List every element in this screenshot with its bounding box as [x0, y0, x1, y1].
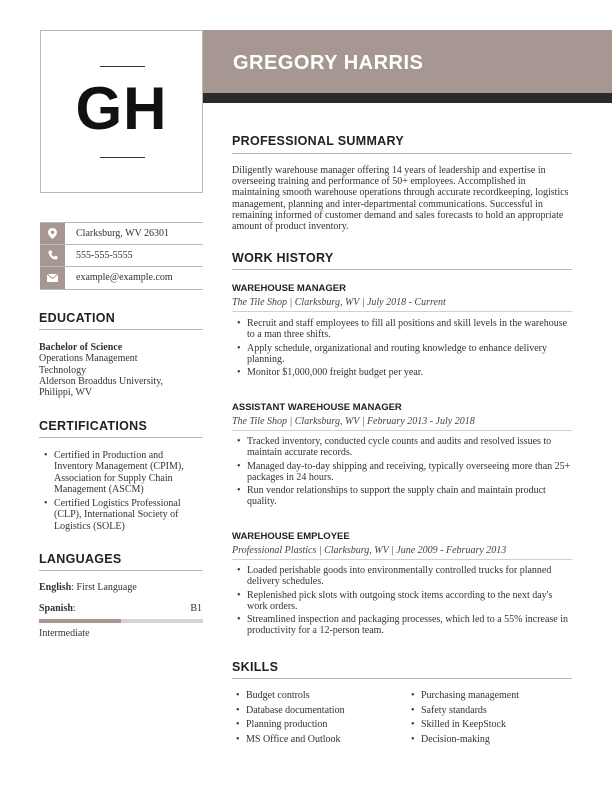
language-name: English [39, 582, 72, 593]
job-rule [232, 311, 572, 312]
contact-block [40, 222, 203, 290]
job-rule [232, 559, 572, 560]
spanish-proficiency-label: Intermediate [39, 628, 90, 639]
mail-icon [40, 267, 65, 289]
summary-text: Diligently warehouse manager offering 14 years of leadership and expertise in overseeing training and performance of 50+ employees. Accomplished in maintaining smooth warehouse operations through accurate recordkeeping, logistics management, planning and inter-departmental communications. Successful in remaining informed of customer demand and sales forecasts to hold an appropriate amount of product inventory. [232, 165, 569, 233]
job-bullet: • Apply schedule, organizational and routing knowledge to enhance delivery planning. [232, 343, 572, 366]
education-field-1: Operations Management [39, 353, 138, 365]
skills-heading: SKILLS [232, 660, 279, 674]
contact-location [40, 222, 203, 245]
education-school-2: Philippi, WV [39, 387, 93, 399]
job-bullet: • Streamlined inspection and packaging processes, which led to a 55% increase in productivity for a 12-person team. [232, 614, 572, 637]
contact-email-text[interactable]: example@example.com [76, 272, 173, 283]
job-bullet: • Run vendor relationships to support the supply chain and maintain product quality. [232, 485, 572, 508]
location-pin-icon [40, 223, 65, 244]
spanish-proficiency-bar [39, 619, 203, 623]
job-bullets [232, 565, 572, 639]
monogram-top-line [100, 66, 145, 67]
languages-rule [39, 570, 203, 571]
job-rule [232, 430, 572, 431]
job-title: WAREHOUSE EMPLOYEE [232, 531, 350, 542]
skill-item: • MS Office and Outlook [233, 733, 345, 748]
education-field-2: Technology [39, 364, 87, 376]
monogram-initials: GH [75, 75, 168, 142]
job-meta: The Tile Shop | Clarksburg, WV | February 2013 - July 2018 [232, 416, 475, 427]
name-banner [203, 30, 612, 93]
job-meta: The Tile Shop | Clarksburg, WV | July 2018 - Current [232, 297, 446, 308]
language-name: Spanish [39, 603, 73, 614]
job-meta: Professional Plastics | Clarksburg, WV | June 2009 - February 2013 [232, 545, 507, 556]
job-title: ASSISTANT WAREHOUSE MANAGER [232, 402, 402, 413]
phone-icon [40, 245, 65, 267]
job-bullet: • Replenished pick slots with outgoing stock items according to the next day's work orders. [232, 590, 572, 613]
skill-item: • Budget controls [233, 689, 345, 704]
certifications-heading: CERTIFICATIONS [39, 419, 148, 433]
skill-item: • Skilled in KeepStock [408, 718, 519, 733]
skills-column-2 [408, 689, 519, 747]
contact-phone [40, 245, 203, 268]
education-rule [39, 329, 203, 330]
monogram-bottom-line [100, 157, 145, 158]
language-english: English: First Language [39, 582, 137, 593]
job-bullet: • Loaded perishable goods into environmentally controlled trucks for planned delivery schedules. [232, 565, 572, 588]
certifications-list [39, 450, 203, 535]
skill-item: • Safety standards [408, 704, 519, 719]
education-entry [39, 342, 203, 398]
language-level: B1 [190, 603, 202, 614]
education-school-1: Alderson Broaddus University, [39, 375, 164, 387]
candidate-name: GREGORY HARRIS [233, 52, 424, 74]
monogram-box [40, 30, 203, 193]
job-bullet: • Recruit and staff employees to fill all positions and skill levels in the warehouse to a man three shifts. [232, 318, 572, 341]
skill-item: • Database documentation [233, 704, 345, 719]
summary-rule [232, 153, 572, 154]
education-heading: EDUCATION [39, 311, 116, 325]
skill-item: • Purchasing management [408, 689, 519, 704]
skill-item: • Decision-making [408, 733, 519, 748]
summary-heading: PROFESSIONAL SUMMARY [232, 134, 404, 148]
contact-phone-text: 555-555-5555 [76, 249, 133, 261]
work-rule [232, 269, 572, 270]
job-bullet: • Managed day-to-day shipping and receiving, typically overseeing more than 25+ packages in 24 hours. [232, 461, 572, 484]
job-title: WAREHOUSE MANAGER [232, 283, 347, 294]
job-bullets [232, 436, 572, 510]
contact-location-text: Clarksburg, WV 26301 [76, 228, 170, 239]
language-level: First Language [76, 582, 137, 593]
certification-item: • Certified Logistics Professional (CLP), International Society of Logistics (SOLE) [39, 498, 203, 532]
skills-rule [232, 678, 572, 679]
header-divider-bar [203, 93, 612, 103]
skills-column-1 [233, 689, 345, 747]
certification-item: • Certified in Production and Inventory Management (CPIM), Association for Supply Chain Management (ASCM) [39, 450, 203, 495]
job-bullet: • Monitor $1,000,000 freight budget per year. [232, 367, 572, 378]
work-heading: WORK HISTORY [232, 251, 334, 265]
skill-item: • Planning production [233, 718, 345, 733]
languages-heading: LANGUAGES [39, 552, 122, 566]
education-degree: Bachelor of Science [39, 342, 123, 353]
job-bullet: • Tracked inventory, conducted cycle counts and audits and resolved issues to maintain accurate records. [232, 436, 572, 459]
certifications-rule [39, 437, 203, 438]
contact-email [40, 267, 203, 290]
spanish-proficiency-fill [39, 619, 121, 623]
language-spanish: Spanish: B1 [39, 603, 202, 614]
job-bullets [232, 318, 572, 380]
